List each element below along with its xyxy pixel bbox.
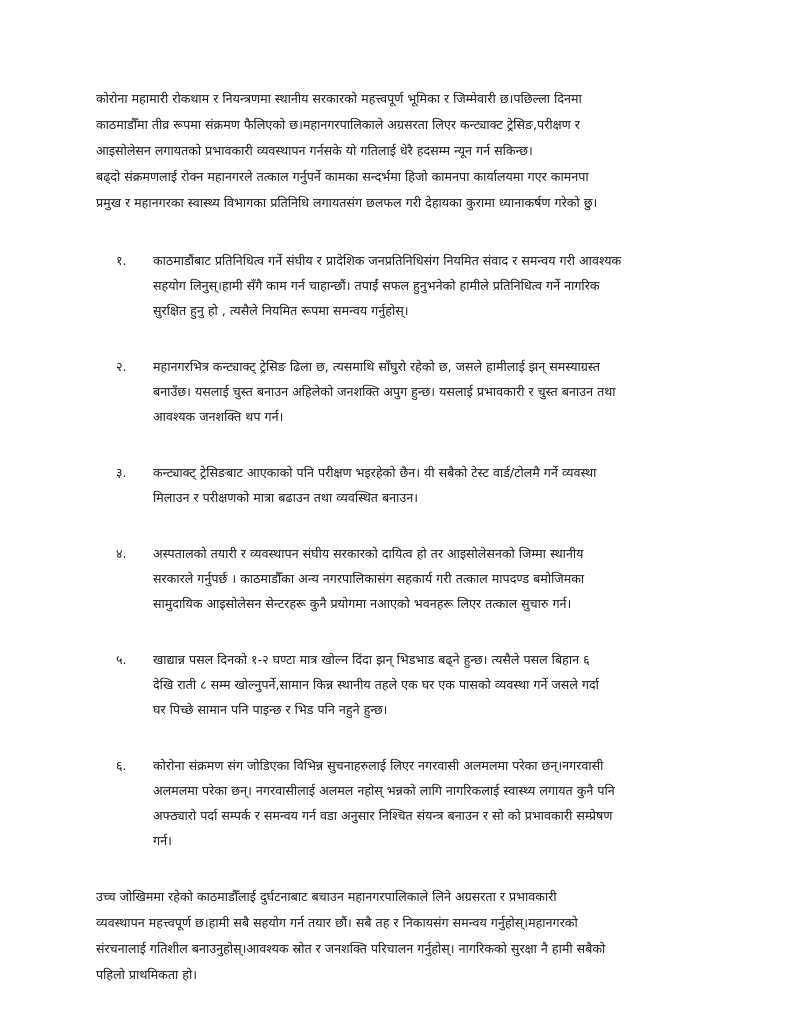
closing-paragraph: उच्च जोखिममा रहेको काठमाडौँलाई दुर्घटनाबाट बचाउन महानगरपालिकाले लिने अग्रसरता र प्रभावकारी व्यवस्थापन महत्त्वपूर्ण छ।हामी सबै सहयोग गर्न तयार छौं। सबै तह र निकायसंग समन्वय गर्नुहोस्।महानगरको संरचनालाई गतिशील बनाउनुहोस्।आवश्यक स्रोत र जनशक्ति परिचालन गर्नुहोस्। नागरिकको सुरक्षा नै हामी सबैको पहिलो प्राथमिकता हो। xyxy=(96,889,606,982)
demands-list xyxy=(96,248,693,853)
list-item xyxy=(116,460,693,510)
intro-paragraph: कोरोना महामारी रोकथाम र नियन्त्रणमा स्थानीय सरकारको महत्त्वपूर्ण भूमिका र जिम्मेवारी छ।पछिल्ला दिनमा काठमाडौँमा तीव्र रूपमा संक्रमण फैलिएको छ।महानगरपालिकाले अग्रसरता लिएर कन्ट्याक्ट ट्रेसिङ,परीक्षण र आइसोलेसन लगायतको प्रभावकारी व्यवस्थापन गर्नसके यो गतिलाई धेरै हदसम्म न्यून गर्न सकिन्छ। बढ्दो संक्रमणलाई रोक्न महानगरले तत्काल गर्नुपर्ने कामका सन्दर्भमा हिजो कामनपा कार्यालयमा गएर कामनपा प्रमुख र महानगरका स्वास्थ्य विभागका प्रतिनिधि लगायतसंग छलफल गरी देहायका कुरामा ध्यानाकर्षण गरेको छु। xyxy=(96,91,598,210)
list-item xyxy=(116,541,693,616)
list-item xyxy=(116,647,693,722)
list-item-text: काठमाडौंबाट प्रतिनिधित्व गर्ने संघीय र प्रादेशिक जनप्रतिनिधिसंग नियमित संवाद र समन्वय गरी आवश्यक सहयोग लिनुस्।हामी सँगै काम गर्न चाहान्छौं। तपाईं सफल हुनुभनेको हामीले प्रतिनिधित्व गर्ने नागरिक सुरक्षित हुनु हो , त्यसैले नियमित रूपमा समन्वय गर्नुहोस्। xyxy=(153,253,622,318)
list-item-number: ६. xyxy=(116,758,127,773)
list-item xyxy=(116,753,693,853)
list-item-text: अस्पतालको तयारी र व्यवस्थापन संघीय सरकारको दायित्व हो तर आइसोलेसनको जिम्मा स्थानीय सरकारले गर्नुपर्छ । काठमाडौँका अन्य नगरपालिकासंग सहकार्य गरी तत्काल मापदण्ड बमोजिमका सामुदायिक आइसोलेसन सेन्टरहरू कुनै प्रयोगमा नआएको भवनहरू लिएर तत्काल सुचारु गर्न। xyxy=(153,546,585,611)
list-item-text: कोरोना संक्रमण संग जोडिएका विभिन्न सुचनाहरुलाई लिएर नगरवासी अलमलमा परेका छन्।नगरवासी अलमलमा परेका छन्। नगरवासीलाई अलमल नहोस् भन्नको लागि नागरिकलाई स्वास्थ्य लगायत कुनै पनि अफ्ठ्यारो पर्दा सम्पर्क र समन्वय गर्न वडा अनुसार निश्चित संयन्त्र बनाउन र सो को प्रभावकारी सम्प्रेषण गर्न। xyxy=(153,758,615,848)
list-item-number: २. xyxy=(116,359,127,374)
list-item-text: कन्ट्याक्ट् ट्रेसिङबाट आएकाको पनि परीक्षण भइरहेको छैन। यी सबैको टेस्ट वार्ड/टोलमै गर्ने व्यवस्था मिलाउन र परीक्षणको मात्रा बढाउन तथा व्यवस्थित बनाउन। xyxy=(153,465,597,505)
list-item xyxy=(116,248,693,323)
list-item xyxy=(116,354,693,429)
list-item-number: १. xyxy=(116,253,127,268)
list-item-number: ३. xyxy=(116,465,127,480)
list-item-number: ४. xyxy=(116,546,127,561)
list-item-number: ५. xyxy=(116,652,127,667)
list-item-text: खाद्यान्न पसल दिनको १-२ घण्टा मात्र खोल्न दिंदा झन् भिडभाड बढ्ने हुन्छ। त्यसैले पसल बिहान ६ देखि राती ८ सम्म खोल्नुपर्ने,सामान किन्न स्थानीय तहले एक घर एक पासको व्यवस्था गर्ने जसले गर्दा घर पिच्छे सामान पनि पाइन्छ र भिड पनि नहुने हुन्छ। xyxy=(153,652,599,717)
list-item-text: महानगरभित्र कन्ट्याक्ट् ट्रेसिङ ढिला छ, त्यसमाथि साँघुरो रहेको छ, जसले हामीलाई झन् समस्याग्रस्त बनाउँछ। यसलाई चुस्त बनाउन अहिलेको जनशक्ति अपुग हुन्छ। यसलाई प्रभावकारी र चुस्त बनाउन तथा आवश्यक जनशक्ति थप गर्न। xyxy=(153,359,616,424)
